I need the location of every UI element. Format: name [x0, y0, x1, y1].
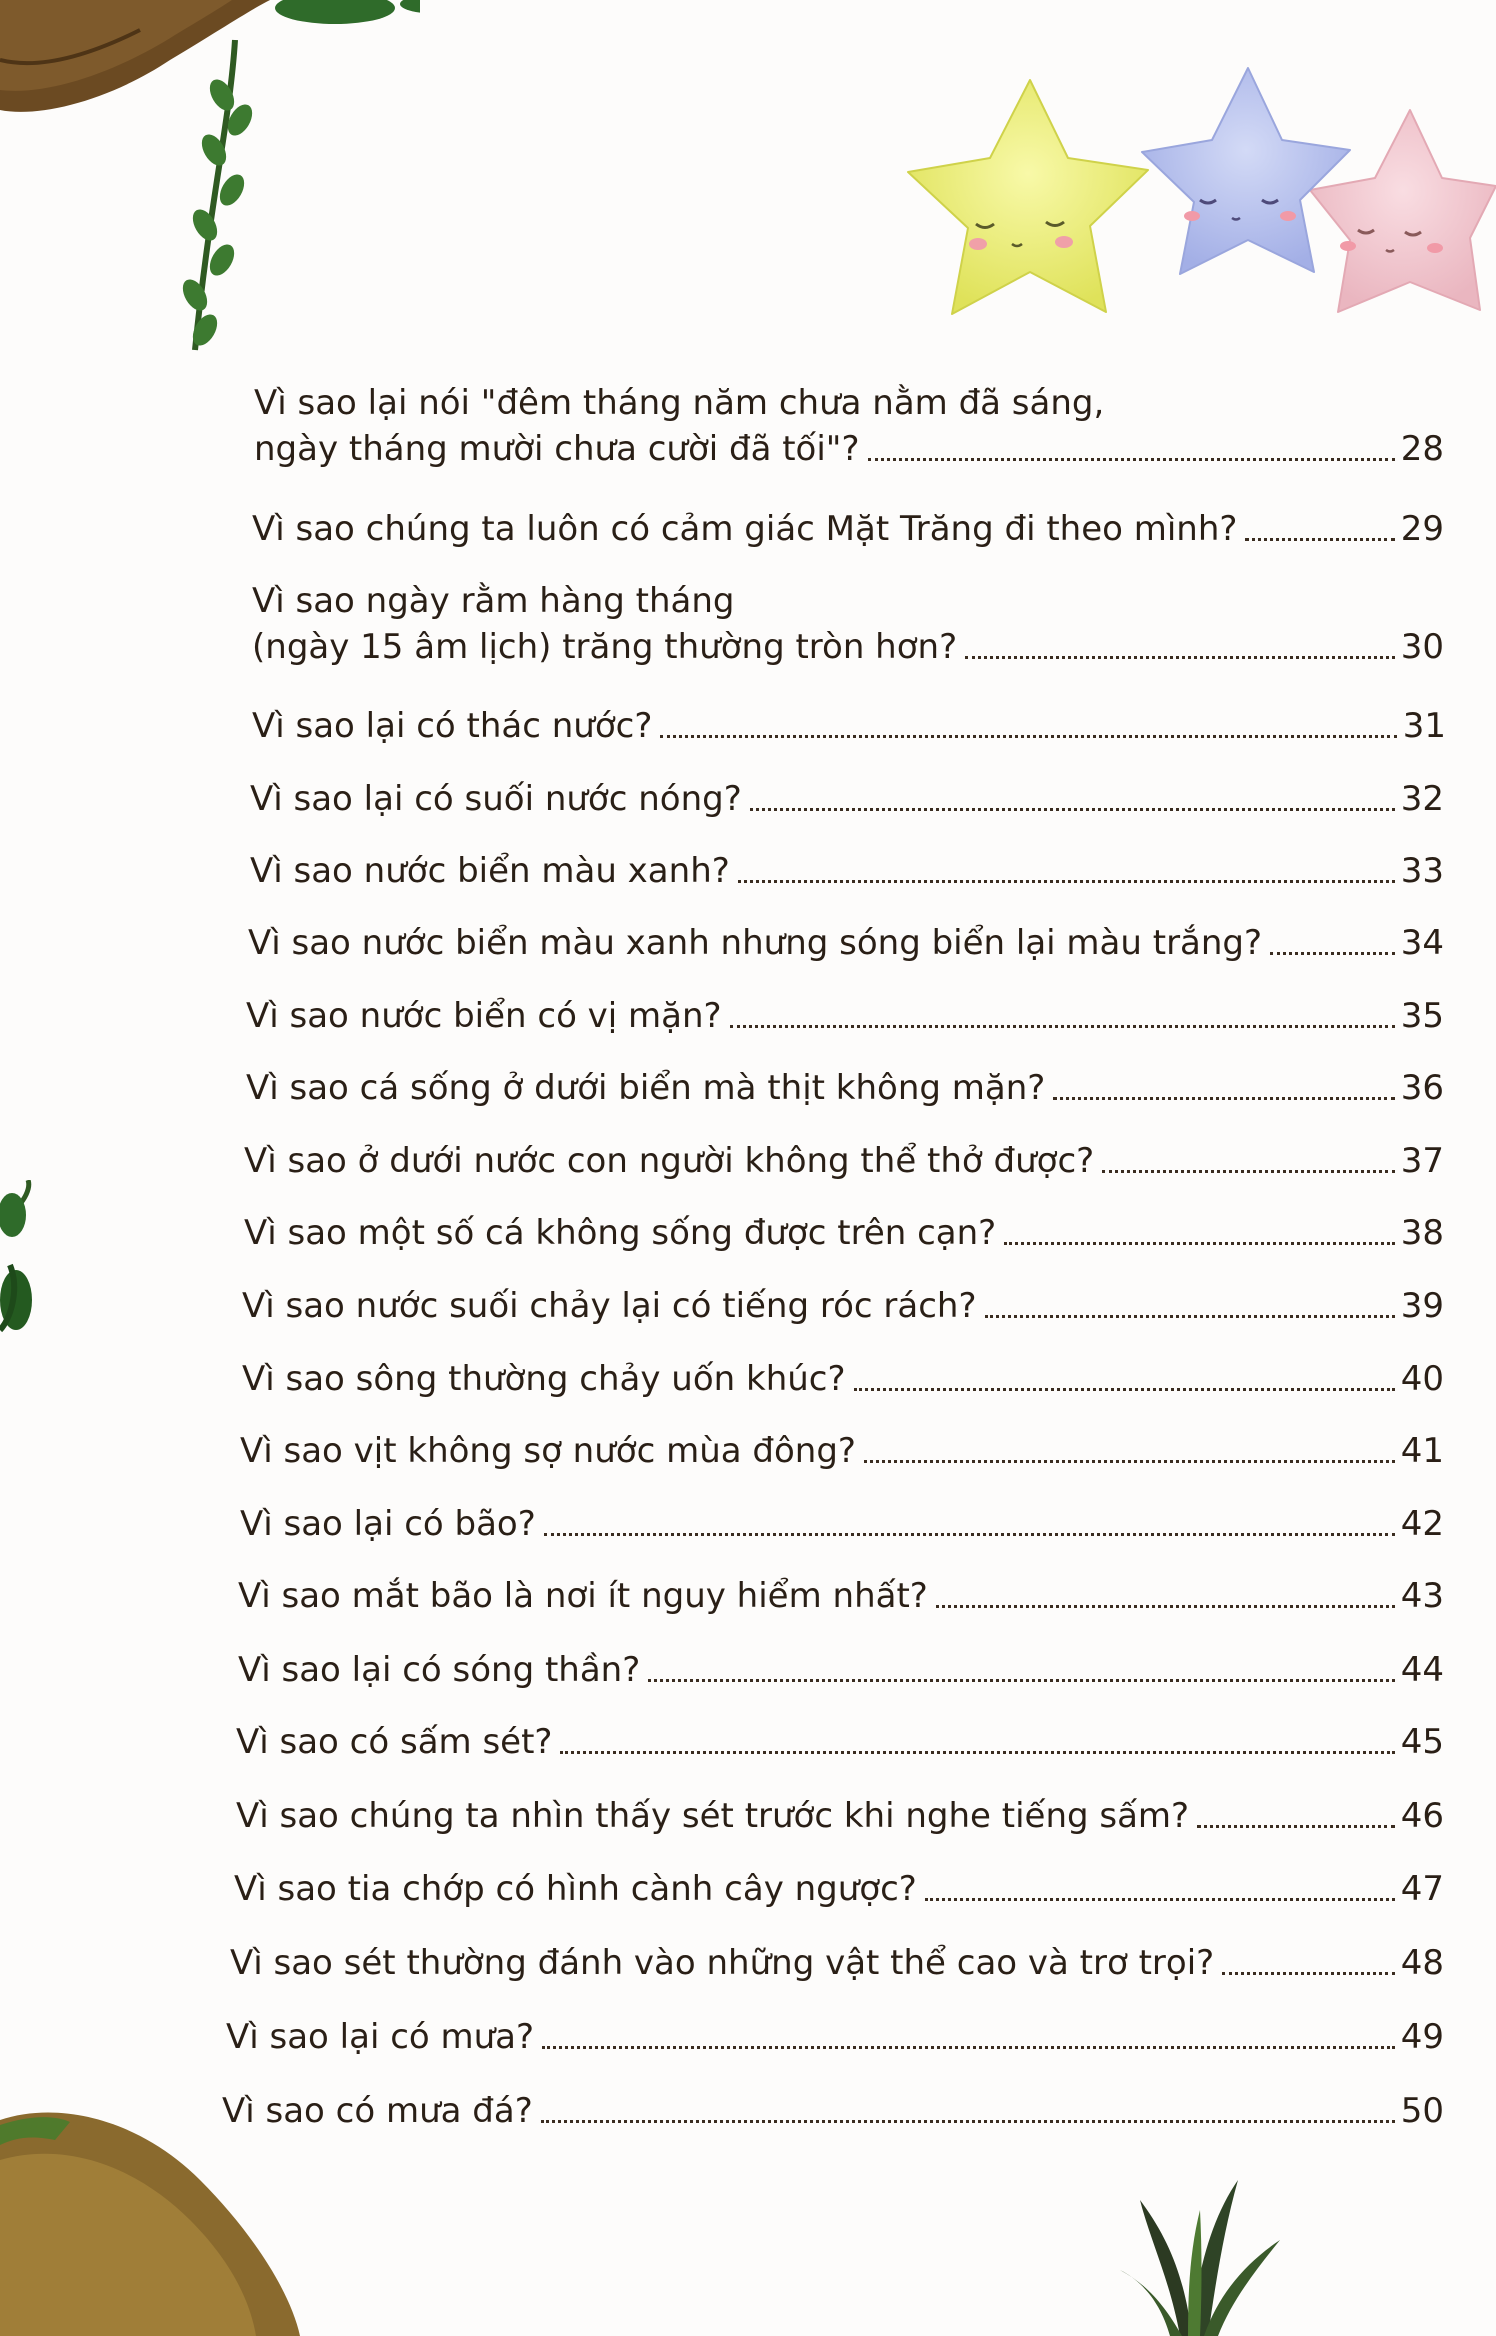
- toc-page-number: 45: [1400, 1722, 1444, 1762]
- toc-entry[interactable]: [222, 2088, 1444, 2134]
- toc-entry[interactable]: [240, 1428, 1444, 1474]
- toc-page-number: 49: [1400, 2017, 1444, 2057]
- toc-leader-dots: [1197, 1825, 1395, 1828]
- toc-entry[interactable]: [240, 1501, 1444, 1547]
- toc-leader-dots: [738, 880, 1395, 883]
- toc-entry[interactable]: [236, 1719, 1444, 1765]
- toc-entry[interactable]: [248, 920, 1444, 966]
- toc-page-number: 29: [1400, 509, 1444, 549]
- toc-leader-dots: [864, 1460, 1395, 1463]
- toc-entry-title: (ngày 15 âm lịch) trăng thường tròn hơn?: [252, 627, 958, 667]
- toc-page-number: 37: [1400, 1141, 1444, 1181]
- toc-page-number: 48: [1400, 1943, 1444, 1983]
- toc-entry[interactable]: [244, 1210, 1444, 1256]
- toc-entry-title: Vì sao có mưa đá?: [222, 2091, 533, 2131]
- toc-entry-title: Vì sao nước suối chảy lại có tiếng róc rách?: [242, 1286, 977, 1326]
- toc-entry[interactable]: [238, 1647, 1444, 1693]
- toc-entry-title: Vì sao mắt bão là nơi ít nguy hiểm nhất?: [238, 1576, 928, 1616]
- toc-page-number: 42: [1400, 1504, 1444, 1544]
- toc-entry-title-line1: Vì sao lại nói "đêm tháng năm chưa nằm đã sáng,: [254, 383, 1105, 423]
- toc-page-number: 46: [1400, 1796, 1444, 1836]
- toc-entry-title: Vì sao nước biển có vị mặn?: [246, 996, 722, 1036]
- toc-entry[interactable]: [226, 2014, 1444, 2060]
- toc-page-number: 47: [1400, 1869, 1444, 1909]
- toc-page-number: 32: [1400, 779, 1444, 819]
- toc-leader-dots: [965, 656, 1395, 659]
- toc-leader-dots: [1004, 1242, 1395, 1245]
- toc-entry-title: Vì sao ở dưới nước con người không thể thở được?: [244, 1141, 1095, 1181]
- toc-entry-title: Vì sao lại có bão?: [240, 1504, 536, 1544]
- toc-page-number: 41: [1400, 1431, 1444, 1471]
- toc-entry[interactable]: [244, 1138, 1444, 1184]
- toc-leader-dots: [730, 1025, 1395, 1028]
- toc-entry-title: Vì sao có sấm sét?: [236, 1722, 553, 1762]
- toc-leader-dots: [1102, 1170, 1395, 1173]
- toc-entry-title: Vì sao vịt không sợ nước mùa đông?: [240, 1431, 856, 1471]
- toc-entry[interactable]: [234, 1866, 1444, 1912]
- toc-entry[interactable]: [242, 1283, 1444, 1329]
- toc-entry[interactable]: [250, 848, 1444, 894]
- toc-entry-title: Vì sao cá sống ở dưới biển mà thịt không mặn?: [246, 1068, 1046, 1108]
- toc-leader-dots: [1245, 538, 1394, 541]
- toc-entry-title: Vì sao chúng ta luôn có cảm giác Mặt Trăng đi theo mình?: [252, 509, 1238, 549]
- toc-page-number: 43: [1400, 1576, 1444, 1616]
- toc-page-number: 40: [1400, 1359, 1444, 1399]
- toc-leader-dots: [648, 1679, 1394, 1682]
- toc-page-number: 36: [1400, 1068, 1444, 1108]
- toc-leader-dots: [544, 1533, 1395, 1536]
- toc-leader-dots: [660, 735, 1396, 738]
- toc-entry-title: Vì sao tia chớp có hình cành cây ngược?: [234, 1869, 917, 1909]
- toc-leader-dots: [560, 1751, 1394, 1754]
- toc-page-number: 28: [1400, 429, 1444, 469]
- toc-page-number: 35: [1400, 996, 1444, 1036]
- toc-entry[interactable]: [242, 1356, 1444, 1402]
- toc-entry[interactable]: [250, 776, 1444, 822]
- toc-leader-dots: [1270, 952, 1395, 955]
- toc-entry[interactable]: [238, 1573, 1444, 1619]
- toc-entry-title: Vì sao nước biển màu xanh?: [250, 851, 730, 891]
- toc-entry[interactable]: [230, 1940, 1444, 1986]
- toc-page-number: 38: [1400, 1213, 1444, 1253]
- toc-leader-dots: [854, 1388, 1395, 1391]
- toc-leader-dots: [985, 1315, 1395, 1318]
- toc-entry-title: Vì sao sông thường chảy uốn khúc?: [242, 1359, 846, 1399]
- toc-leader-dots: [1222, 1972, 1395, 1975]
- toc-entry-title: Vì sao sét thường đánh vào những vật thể cao và trơ trọi?: [230, 1943, 1215, 1983]
- toc-entry-title: Vì sao chúng ta nhìn thấy sét trước khi nghe tiếng sấm?: [236, 1796, 1190, 1836]
- toc-entry-title: Vì sao nước biển màu xanh nhưng sóng biển lại màu trắng?: [248, 923, 1263, 963]
- toc-entry[interactable]: [252, 703, 1446, 749]
- toc-page-number: 33: [1400, 851, 1444, 891]
- toc-page-number: 30: [1400, 627, 1444, 667]
- toc-entry-title: Vì sao một số cá không sống được trên cạn?: [244, 1213, 997, 1253]
- toc-page-number: 31: [1402, 706, 1446, 746]
- toc-leader-dots: [936, 1605, 1395, 1608]
- toc-entry[interactable]: [254, 380, 1444, 472]
- toc-entry[interactable]: [236, 1793, 1444, 1839]
- toc-leader-dots: [750, 808, 1395, 811]
- toc-entry[interactable]: [246, 993, 1444, 1039]
- toc-entry-title: Vì sao lại có mưa?: [226, 2017, 535, 2057]
- toc-leader-dots: [868, 458, 1395, 461]
- toc-entry[interactable]: [252, 578, 1444, 670]
- toc-entry-title-line1: Vì sao ngày rằm hàng tháng: [252, 581, 735, 621]
- toc-entry-title: ngày tháng mười chưa cười đã tối"?: [254, 429, 860, 469]
- toc-page-number: 44: [1400, 1650, 1444, 1690]
- toc-entry-title: Vì sao lại có thác nước?: [252, 706, 653, 746]
- toc-page-number: 34: [1400, 923, 1444, 963]
- toc-leader-dots: [1053, 1097, 1394, 1100]
- toc-entry[interactable]: [246, 1065, 1444, 1111]
- toc-leader-dots: [542, 2046, 1395, 2049]
- toc-entry-title: Vì sao lại có suối nước nóng?: [250, 779, 742, 819]
- toc-page-number: 39: [1400, 1286, 1444, 1326]
- toc-leader-dots: [925, 1898, 1395, 1901]
- toc-entry-title: Vì sao lại có sóng thần?: [238, 1650, 641, 1690]
- toc-page-number: 50: [1400, 2091, 1444, 2131]
- toc-entry[interactable]: [252, 506, 1444, 552]
- toc-leader-dots: [541, 2120, 1395, 2123]
